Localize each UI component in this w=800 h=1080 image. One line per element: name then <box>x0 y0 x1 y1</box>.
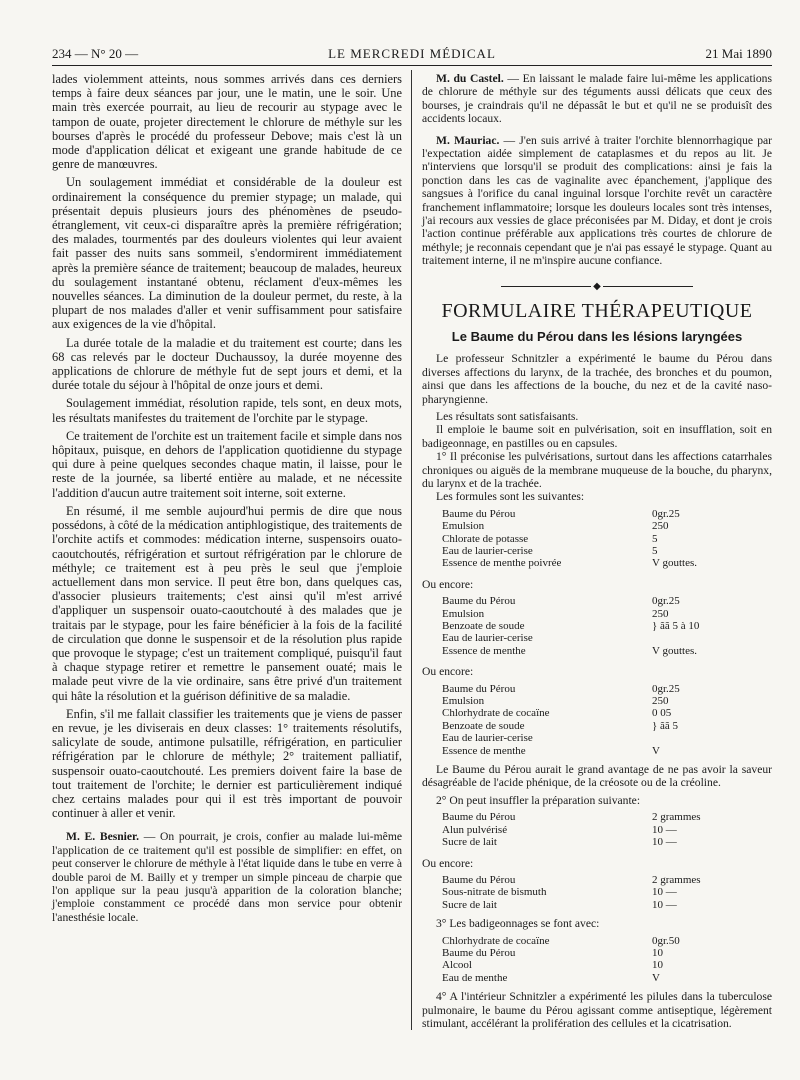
quantity: 0gr.50 <box>652 934 680 947</box>
paragraph: lades violemment atteints, nous sommes arrivés dans ces derniers temps à faire deux séances par jour, une le matin, une le soir. Une main très exercée pourrait, au lieu de recourir au stypage avec le tampon de ouate, projeter directement le chlorure de méthyle sur les bourses d'après le procédé du professeur Debove; mais c'est là un mode d'application délicat et exigeant une grande habitude de ce genre de manœuvres. <box>52 72 402 172</box>
paragraph: Les résultats sont satisfaisants. <box>436 409 579 423</box>
ingredient: Eau de laurier-cerise <box>442 732 533 745</box>
ingredient: Emulsion <box>442 695 485 708</box>
left-column <box>52 72 402 928</box>
section-title: FORMULAIRE THÉRAPEUTIQUE <box>441 299 753 322</box>
paragraph: Il emploie le baume soit en pulvérisation, soit en insufflation, soit en badigeonnage, en pastilles ou en capsules. <box>422 423 772 450</box>
column-separator <box>411 70 412 1030</box>
ingredient: Benzoate de soude <box>442 719 525 732</box>
formula-table <box>442 683 680 757</box>
formula-table <box>442 874 701 911</box>
or-label: Ou encore: <box>422 665 474 679</box>
quantity: 10 — <box>652 836 677 849</box>
quantity: V <box>652 971 660 984</box>
paragraph: Un soulagement immédiat et considérable de la douleur est ordinairement la conséquence du premier stypage; un malade, qui présentait depuis plusieurs jours des phénomènes de pseudo-étranglement, vit ceux-ci disparaître après la première réfrigération; des malades, tourmentés par des douleurs violentes qui leur avaient fait passer des nuits sans sommeil, s'endormirent immédiatement après la première séance de traitement; beaucoup de malades, heureux du soulagement instantané obtenu, réclament d'eux-mêmes les nouvelles séances. La diminution de la douleur permet, du reste, à la plupart de nos malades d'aller et venir suffisamment pour satisfaire aux exigences de la vie d'hôpital. <box>52 175 402 332</box>
or-label: Ou encore: <box>422 577 474 591</box>
paragraph: Le professeur Schnitzler a expérimenté le baume du Pérou dans diverses affections du larynx, de la trachée, des bronches et du poumon, ainsi que dans les affections de la bouche, du nez et de la cavité naso-pharyngienne. <box>422 352 772 406</box>
quantity: 5 <box>652 532 658 545</box>
quantity: 10 <box>652 946 663 959</box>
speaker-name: M. Mauriac. <box>436 133 500 147</box>
ingredient: Chlorhydrate de cocaïne <box>442 934 550 947</box>
quantity: 10 — <box>652 823 677 836</box>
remark-text: — En laissant le malade faire lui-même les applications de chlorure de méthyle sur des téguments aussi délicats que ceux des bourses, je craindrais qu'il ne dépassât le but et qu'il ne se produisît des accidents locaux. <box>422 72 772 126</box>
quantity: 0gr.25 <box>652 507 680 520</box>
ingredient: Baume du Pérou <box>442 946 516 959</box>
formula-table <box>442 935 680 985</box>
paragraph: Les formules sont les suivantes: <box>436 490 585 504</box>
quantity: 0 05 <box>652 707 672 720</box>
quantity: 250 <box>652 520 669 533</box>
ingredient: Baume du Pérou <box>442 873 516 886</box>
ingredient: Baume du Pérou <box>442 682 516 695</box>
formula-table <box>442 595 699 657</box>
paragraph: 4° A l'intérieur Schnitzler a expérimenté les pilules dans la tuberculose pulmonaire, le baume du Pérou agissant comme antiseptique, légèrement stimulant, accélérant la prolifération des cellules et la cicatrisation. <box>422 990 772 1030</box>
paragraph: La durée totale de la maladie et du traitement est courte; dans les 68 cas relevés par le docteur Duchaussoy, la durée moyenne des applications de chlorure de méthyle fut de sept jours et demi, et la durée totale du séjour à l'hôpital de onze jours et demi. <box>52 335 402 393</box>
quantity: V <box>652 744 660 757</box>
quantity: } ãã 5 à 10 <box>652 620 700 633</box>
quantity: 250 <box>652 695 669 708</box>
formula-table <box>442 508 697 570</box>
header-rule <box>52 65 772 66</box>
ingredient: Alun pulvérisé <box>442 823 508 836</box>
besnier-remark <box>52 830 402 924</box>
ingredient: Eau de laurier-cerise <box>442 544 533 557</box>
paragraph: 2° On peut insuffler la préparation suivante: <box>436 793 641 807</box>
article-title: Le Baume du Pérou dans les lésions laryngées <box>451 329 743 345</box>
quantity: } ãã 5 <box>652 719 679 732</box>
ingredient: Baume du Pérou <box>442 507 516 520</box>
ingredient: Benzoate de soude <box>442 620 525 633</box>
ingredient: Emulsion <box>442 607 485 620</box>
or-label: Ou encore: <box>422 856 474 870</box>
mauriac-remark <box>422 134 772 268</box>
ingredient: Essence de menthe poivrée <box>442 557 562 570</box>
quantity <box>642 632 699 644</box>
quantity: 2 grammes <box>652 873 701 886</box>
ingredient: Baume du Pérou <box>442 595 516 608</box>
speaker-name: M. E. Besnier. <box>66 830 140 844</box>
paragraph: 3° Les badigeonnages se font avec: <box>436 917 600 931</box>
issue-date: 21 Mai 1890 <box>705 46 772 61</box>
ingredient: Baume du Pérou <box>442 811 516 824</box>
paragraph: Soulagement immédiat, résolution rapide, tels sont, en deux mots, les résultats manifestes du traitement de l'orchite par le stypage. <box>52 396 402 425</box>
remark-text: — J'en suis arrivé à traiter l'orchite blennorrhagique par l'expectation aidée simplement de cataplasmes et du repos au lit. Je n'interviens que lorsqu'il se produit des complications: ainsi je fais la ponction dans les cas de vaginalite avec épanchement, j'applique des sangsues à l'orifice du canal inguinal lorsque l'orchite revêt un caractère franchement inflammatoire; lorsque les douleurs locales sont très intenses, j'ai recours aux vessies de glace préconisées par M. Diday, et dont je crois l'action continue préférable aux applications très courtes de chlorure de méthyle; je reconnais cependant que je n'ai pas essayé le stypage. Quant au traitement interne, il ne m'inspire aucune confiance. <box>422 133 772 268</box>
quantity: 0gr.25 <box>652 595 680 608</box>
quantity: 250 <box>652 607 669 620</box>
remark-text: — On pourrait, je crois, confier au malade lui-même l'application de ce traitement qu'il est possible de simplifier: en effet, on peut conserver le chlorure de méthyle à l'état liquide dans le tube en verre à double paroi de M. Bailly et y tremper un simple pinceau de charpie que l'on applique sur la peau jusqu'à apparition de la coloration blanche; j'emploie constamment ce procédé dans mon service pour obtenir l'anesthésie locale. <box>52 830 402 924</box>
right-column <box>422 72 772 1034</box>
formula-table <box>442 811 701 848</box>
ingredient: Sucre de lait <box>442 898 497 911</box>
ingredient: Chlorhydrate de cocaïne <box>442 707 550 720</box>
quantity: 2 grammes <box>652 811 701 824</box>
ingredient: Essence de menthe <box>442 644 526 657</box>
quantity: V gouttes. <box>652 644 698 657</box>
ingredient: Chlorate de potasse <box>442 532 529 545</box>
paragraph: Le Baume du Pérou aurait le grand avantage de ne pas avoir la saveur désagréable de l'acide phénique, de la créosote ou de la créoline. <box>422 763 772 790</box>
ingredient: Sous-nitrate de bismuth <box>442 886 547 899</box>
quantity: 0gr.25 <box>652 682 680 695</box>
ingredient: Essence de menthe <box>442 744 526 757</box>
ingredient: Emulsion <box>442 520 485 533</box>
castel-remark <box>422 72 772 126</box>
speaker-name: M. du Castel. <box>436 72 504 85</box>
ingredient: Eau de menthe <box>442 971 508 984</box>
paragraph: Ce traitement de l'orchite est un traitement facile et simple dans nos hôpitaux, puisque, en dehors de l'application quotidienne du stypage qui dure à peine quelques secondes chaque matin, il laisse, pour le reste de la journée, sa liberté entière au malade, et ne nécessite l'addition d'aucun autre traitement soit interne, soit externe. <box>52 428 402 500</box>
quantity: V gouttes. <box>652 557 698 570</box>
quantity <box>642 732 680 744</box>
paragraph: Enfin, s'il me fallait classifier les traitements que je viens de passer en revue, je les diviserais en deux classes: 1° traitements résolutifs, salicylate de soude, antimone pulsatille, réfrigération, en particulier réfrigération par le chlorure de méthyle; 2° traitement palliatif, suspensoir ouato-caoutchouté. Les premiers doivent faire la base de tout traitement de l'orchite; le dernier est particulièrement indiqué chez certains malades pour qui il est très important de pouvoir continuer à aller et venir. <box>52 706 402 821</box>
quantity: 10 — <box>652 898 677 911</box>
paragraph: 1° Il préconise les pulvérisations, surtout dans les affections catarrhales chroniques ou aiguës de la membrane muqueuse de la bouche, du pharynx, du larynx et de la trachée. <box>422 450 772 490</box>
quantity: 10 — <box>652 886 677 899</box>
ingredient: Alcool <box>442 959 472 972</box>
quantity: 10 <box>652 959 663 972</box>
page-number: 234 — N° 20 — <box>52 46 139 61</box>
paragraph: En résumé, il me semble aujourd'hui permis de dire que nous possédons, à côté de la médication antiphlogistique, des traitements de l'orchite actifs et commodes: médication interne, suspensoirs ouato-caoutchoutés, réfrigération et surtout réfrigération par le chlorure de méthyle; ce traitement est à peu près le seul que j'emploie actuellement dans mon service. Il peut être bon, dans quelques cas, d'associer plusieurs traitements; c'est ainsi qu'il m'est arrivé d'appliquer un suspensoir ouato-caoutchouté à des malades que je traitais par le stypage, pour les faire bénéficier à la fois de la facilité de circulation que donne le suspensoir et de la résolution plus rapide que provoque le stypage; c'est un traitement compliqué, puisqu'il faut à chaque stypage retirer et remettre le pansement ouaté; mais le malade peut vivre de la vie ordinaire, sans être privé d'un traitement qui hâte la résolution et la guérison définitive de sa maladie. <box>52 503 402 703</box>
ornament-divider: ◆ <box>422 280 772 294</box>
ingredient: Sucre de lait <box>442 836 497 849</box>
quantity: 5 <box>652 544 658 557</box>
ingredient: Eau de laurier-cerise <box>442 632 533 645</box>
journal-title: LE MERCREDI MÉDICAL <box>328 46 496 61</box>
